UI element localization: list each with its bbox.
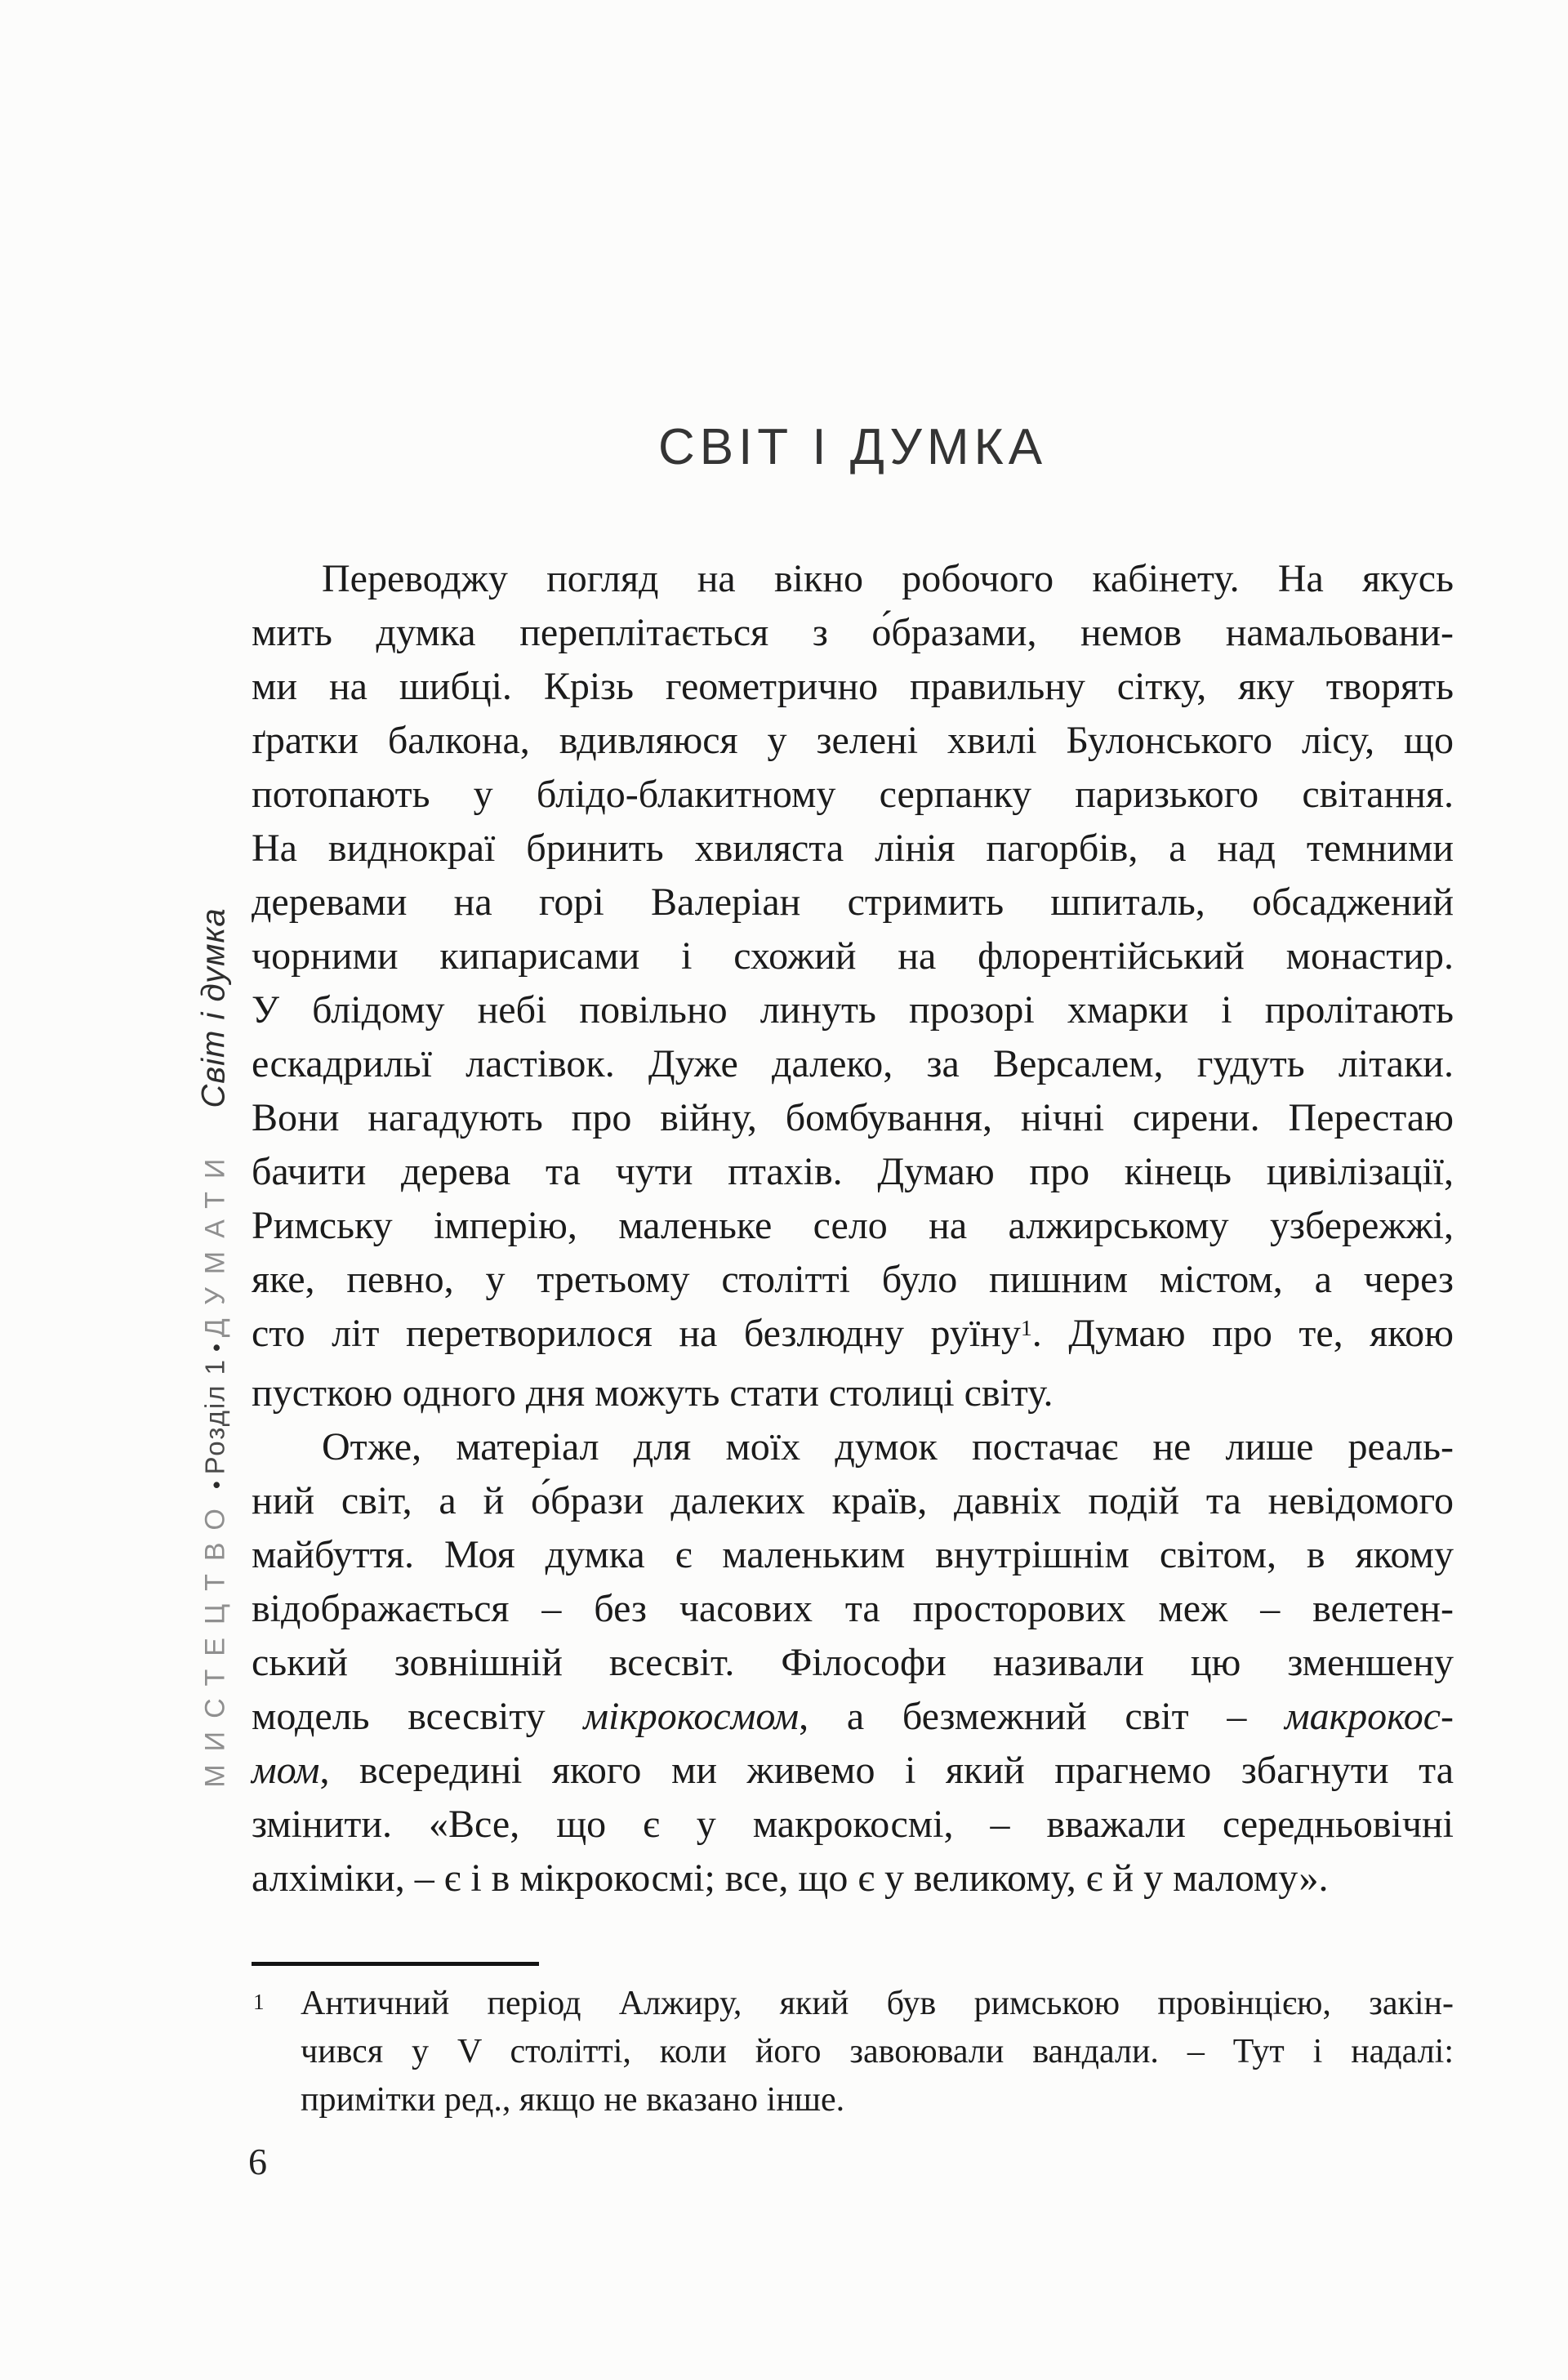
footnote-separator bbox=[252, 1962, 539, 1966]
paragraph bbox=[252, 552, 1454, 1420]
text-segment: Античний період Алжиру, який був римською провінцією, закін- bbox=[301, 1985, 1454, 2022]
text-line bbox=[252, 876, 1454, 929]
text-line bbox=[252, 1636, 1454, 1690]
text-line bbox=[252, 1307, 1454, 1366]
text-segment: алхіміки, – є і в мікрокосмі; все, що є у великому, є й у малому». bbox=[252, 1856, 1329, 1900]
text-segment: пусткою одного дня можуть стати столиці світу. bbox=[252, 1371, 1054, 1415]
text-line bbox=[252, 1091, 1454, 1145]
text-segment: мить думка переплітається з о́бразами, немов намальовани- bbox=[252, 611, 1454, 654]
paragraph bbox=[252, 1420, 1454, 1905]
text-segment: чився у V столітті, коли його завоювали вандали. – Тут і надалі: bbox=[301, 2033, 1454, 2070]
text-segment: потопають у блідо-блакитному серпанку паризького світання. bbox=[252, 773, 1454, 816]
text-segment: примітки ред., якщо не вказано інше. bbox=[301, 2081, 845, 2119]
text-segment: На виднокраї бринить хвиляста лінія пагорбів, а над темними bbox=[252, 827, 1454, 870]
text-segment: модель всесвіту bbox=[252, 1695, 584, 1738]
text-segment: деревами на горі Валеріан стримить шпиталь, обсаджений bbox=[252, 880, 1454, 924]
text-segment: чорними кипарисами і схожий на флорентійський монастир. bbox=[252, 934, 1454, 978]
text-line bbox=[252, 1253, 1454, 1307]
footnote-marker: 1 bbox=[253, 1990, 265, 2014]
text-line bbox=[252, 660, 1454, 714]
text-line bbox=[252, 1980, 1454, 2028]
text-segment: Переводжу погляд на вікно робочого кабінету. На якусь bbox=[322, 557, 1454, 600]
sidebar-book-title bbox=[200, 1146, 232, 1788]
text-segment: Вони нагадують про війну, бомбування, нічні сирени. Перестаю bbox=[252, 1096, 1454, 1139]
footnote-reference: 1 bbox=[1020, 1316, 1032, 1342]
text-line bbox=[252, 1744, 1454, 1798]
text-segment: відображається – без часових та просторових меж – велетен- bbox=[252, 1587, 1454, 1630]
text-line bbox=[252, 1798, 1454, 1852]
text-segment: ський зовнішній всесвіт. Філософи називали цю зменшену bbox=[252, 1641, 1454, 1684]
text-line bbox=[252, 2028, 1454, 2076]
text-line bbox=[252, 552, 1454, 606]
page-title: СВІТ І ДУМКА bbox=[657, 419, 1048, 475]
text-line bbox=[252, 1474, 1454, 1528]
sidebar-bullet-icon: • bbox=[203, 1481, 229, 1490]
page-number: 6 bbox=[248, 2141, 267, 2182]
text-line bbox=[252, 1690, 1454, 1744]
text-line bbox=[252, 1199, 1454, 1253]
italic-term: мікрокосмом bbox=[583, 1695, 800, 1738]
text-line bbox=[252, 822, 1454, 876]
text-line bbox=[252, 2076, 1454, 2124]
text-segment: ний світ, а й о́брази далеких країв, давніх подій та невідомого bbox=[252, 1479, 1454, 1522]
text-line bbox=[252, 1145, 1454, 1199]
text-segment: сто літ перетворилося на безлюдну руїну bbox=[252, 1312, 1021, 1355]
text-line bbox=[252, 1037, 1454, 1091]
text-line bbox=[252, 768, 1454, 822]
text-segment: бачити дерева та чути птахів. Думаю про кінець цивілізації, bbox=[252, 1150, 1454, 1193]
text-segment: У блідому небі повільно линуть прозорі хмарки і пролітають bbox=[252, 988, 1454, 1032]
sidebar-book-title-part-1: МИСТЕЦТВО bbox=[199, 1495, 231, 1788]
sidebar-chapter-label: Розділ 1 bbox=[199, 1358, 230, 1475]
text-line bbox=[252, 1528, 1454, 1582]
text-line bbox=[252, 606, 1454, 660]
body-text bbox=[252, 552, 1454, 1905]
sidebar-book-title-part-2: ДУМАТИ bbox=[199, 1145, 231, 1338]
text-line bbox=[252, 1852, 1454, 1905]
text-segment: , а безмежний світ – bbox=[799, 1695, 1285, 1738]
text-line bbox=[252, 1420, 1454, 1474]
text-line bbox=[252, 929, 1454, 983]
italic-term: макрокос- bbox=[1285, 1695, 1454, 1738]
text-segment: ґратки балкона, вдивляюся у зелені хвилі Булонського лісу, що bbox=[252, 719, 1454, 762]
text-line bbox=[252, 983, 1454, 1037]
text-line bbox=[252, 1366, 1454, 1420]
text-segment: ми на шибці. Крізь геометрично правильну сітку, яку творять bbox=[252, 665, 1454, 708]
text-segment: Римську імперію, маленьке село на алжирському узбережжі, bbox=[252, 1204, 1454, 1247]
text-segment: Отже, матеріал для моїх думок постачає не лише реаль- bbox=[322, 1425, 1454, 1469]
text-segment: . Думаю про те, якою bbox=[1031, 1312, 1454, 1355]
footnote bbox=[252, 1980, 1454, 2124]
italic-term: мом bbox=[252, 1749, 320, 1792]
text-segment: , всередині якого ми живемо і який прагнемо збагнути та bbox=[319, 1749, 1454, 1792]
text-segment: ескадрильї ластівок. Дуже далеко, за Версалем, гудуть літаки. bbox=[252, 1042, 1454, 1085]
sidebar-running-chapter-title: Світ і думка bbox=[195, 907, 232, 1108]
text-segment: майбуття. Моя думка є маленьким внутрішнім світом, в якому bbox=[252, 1533, 1454, 1576]
text-segment: змінити. «Все, що є у макрокосмі, – вважали середньовічні bbox=[252, 1803, 1454, 1846]
text-segment: яке, певно, у третьому столітті було пишним містом, а через bbox=[252, 1258, 1454, 1301]
sidebar-bullet-icon: • bbox=[203, 1344, 229, 1353]
sidebar-vertical-text bbox=[196, 907, 233, 1787]
text-line bbox=[252, 1582, 1454, 1636]
text-line bbox=[252, 714, 1454, 768]
